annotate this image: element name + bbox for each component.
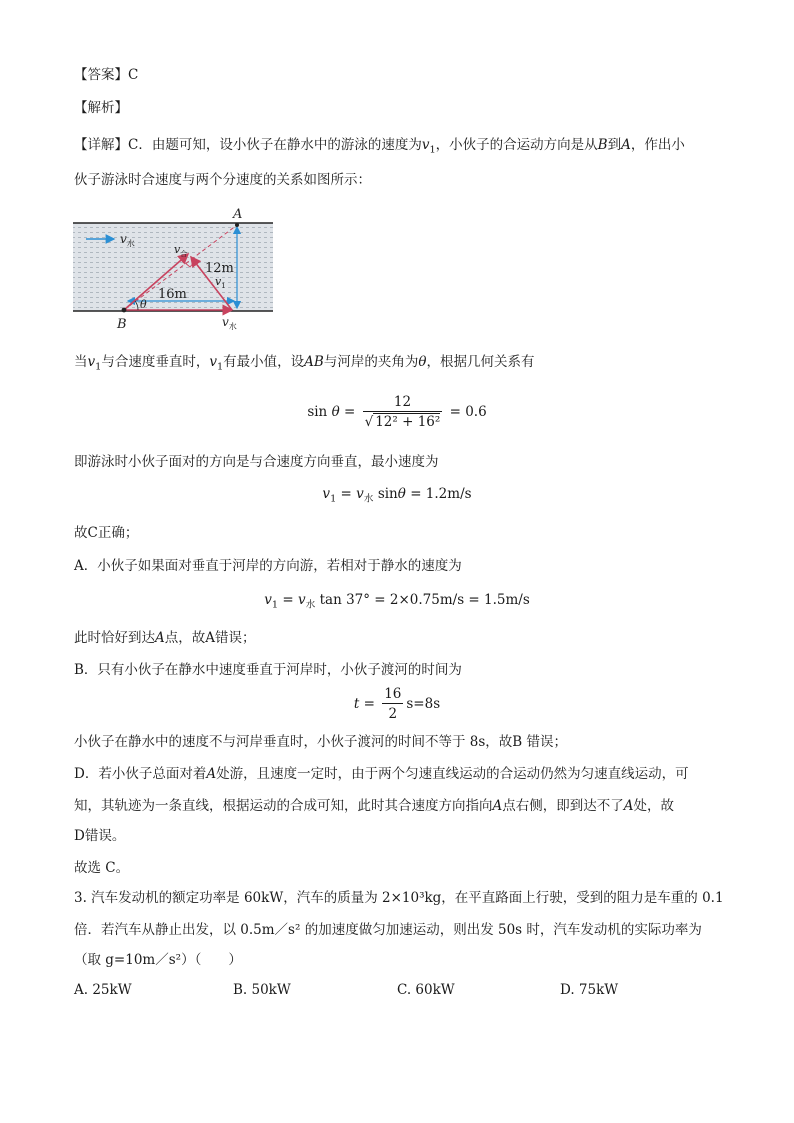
eq3-equals: = (282, 592, 294, 608)
detail-text-3: 到 (607, 137, 622, 153)
var-v1-sub: 1 (429, 144, 436, 156)
option-d-line-2 (74, 796, 674, 816)
p2-var-AB: AB (304, 354, 324, 370)
detail-text-4: ，作出小 (630, 137, 685, 153)
label-A: A (233, 207, 243, 222)
pD-text-2c: 处，故 (633, 798, 674, 814)
eq4-t: t (353, 696, 360, 712)
option-b-analysis: B．只有小伙子在静水中速度垂直于河岸时，小伙子渡河的时间为 (74, 662, 462, 678)
p2-var-theta: θ (418, 354, 427, 370)
p2-text-c: 有最小值，设 (223, 354, 305, 370)
answer-label: 【答案】 (74, 67, 128, 83)
label-theta: θ (140, 298, 147, 311)
eq1-result: = 0.6 (449, 404, 487, 420)
eq1-numerator: 12 (363, 393, 443, 412)
var-v1: v (421, 137, 430, 153)
label-B: B (117, 317, 127, 332)
p2-text-e: ，根据几何关系有 (426, 354, 535, 370)
eq1-denominator: √ 12² + 16² (364, 414, 441, 430)
eq2-vw-sub: 水 (363, 493, 374, 505)
p2-var-v1-sub: 1 (95, 361, 102, 373)
eq2-vw: v (356, 486, 364, 502)
choice-c: C. 60kW (397, 982, 455, 998)
final-answer: 故选 C。 (74, 860, 130, 876)
paragraph-min-condition (74, 352, 534, 378)
pD-var-A1: A (206, 766, 217, 782)
pD-var-A2: A (492, 798, 503, 814)
pD-var-A3: A (623, 798, 634, 814)
detail-text-2: ，小伙子的合运动方向是从 (435, 137, 598, 153)
pA2-text-a: 此时恰好到达 (74, 630, 155, 646)
detail-label: 【详解】 (74, 137, 128, 153)
choice-d: D. 75kW (560, 982, 619, 998)
choice-a: A. 25kW (74, 982, 132, 998)
eq4-numerator: 16 (384, 686, 402, 702)
conclusion-c-correct: 故C正确； (74, 525, 139, 541)
analysis-label: 【解析】 (74, 100, 128, 116)
eq3-v-sub: 1 (271, 599, 279, 611)
point-B (122, 308, 127, 313)
label-16m: 16m (158, 287, 187, 302)
eq2-equals: = (340, 486, 352, 502)
eq2-result: = 1.2m/s (410, 486, 472, 502)
eq1-sin: sin (307, 404, 328, 420)
eq4-fraction (382, 685, 403, 724)
question-3-line-1: 3. 汽车发动机的额定功率是 60kW，汽车的质量为 2×10³kg，在平直路面上行驶，受到的阻力是车重的 0.1 (74, 890, 724, 906)
eq2-sin: sin (377, 486, 398, 502)
eq4-equals: = (363, 696, 375, 712)
question-3-line-3: （取 g=10m／s²）（ ） (74, 952, 242, 968)
point-A (235, 223, 239, 227)
eq1-equals: = (344, 404, 356, 420)
option-a-analysis: A．小伙子如果面对垂直于河岸的方向游，若相对于静水的速度为 (74, 558, 462, 574)
eq2-v-sub: 1 (330, 493, 337, 505)
option-d-line-3: D错误。 (74, 828, 126, 844)
pA2-var-A: A (155, 630, 165, 646)
velocity-diagram (72, 205, 276, 335)
equation-time (0, 685, 794, 724)
option-d-line-1 (74, 764, 689, 784)
eq1-theta: θ (331, 404, 340, 420)
answer-line (74, 65, 138, 85)
water-flow-label: $v_水$ (120, 232, 135, 248)
eq3-result: tan 37° = 2×0.75m/s = 1.5m/s (319, 592, 530, 608)
p2-var-v1b: v (209, 354, 217, 370)
p2-var-v1b-sub: 1 (216, 361, 224, 373)
eq2-theta: θ (397, 486, 406, 502)
detail-line-2: 伙子游泳时合速度与两个分速度的关系如图所示： (74, 172, 371, 188)
detail-line-1 (74, 135, 685, 161)
eq1-radicand: 12² + 16² (375, 414, 441, 430)
option-a-conclusion (74, 628, 256, 648)
label-v-water-bottom: $v_水$ (222, 315, 237, 331)
choice-b: B. 50kW (233, 982, 291, 998)
answer-value: C (128, 67, 139, 83)
pA2-text-b: 点，故A错误； (164, 630, 256, 646)
p2-text-d: 与河岸的夹角为 (323, 354, 419, 370)
option-b-conclusion: 小伙子在静水中的速度不与河岸垂直时，小伙子渡河的时间不等于 8s，故B 错误； (74, 734, 568, 750)
equation-tan (0, 592, 794, 611)
pD-text-1b: 处游，且速度一定时，由于两个匀速直线运动的合运动仍然为匀速直线运动，可 (216, 766, 689, 782)
eq1-fraction (363, 393, 443, 432)
label-12m: 12m (205, 261, 234, 276)
pD-text-2b: 点右侧，即到达不了 (502, 798, 624, 814)
question-3-line-2: 倍．若汽车从静止出发，以 0.5m／s² 的加速度做匀加速运动，则出发 50s 时，汽车发动机的实际功率为 (74, 922, 702, 938)
eq3-v: v (264, 592, 272, 608)
eq3-vw: v (297, 592, 306, 608)
equation-sin-theta (0, 393, 794, 432)
detail-text-1: C．由题可知，设小伙子在静水中的游泳的速度为 (128, 137, 422, 153)
eq2-v: v (322, 486, 331, 502)
pD-text-1a: D．若小伙子总面对着 (74, 766, 207, 782)
var-A: A (621, 137, 631, 153)
eq4-result: s=8s (406, 696, 441, 712)
label-v1: $v_1$ (215, 275, 226, 290)
p2-var-v1: v (87, 354, 96, 370)
pD-text-2a: 知，其轨迹为一条直线，根据运动的合成可知，此时其合速度方向指向 (74, 798, 493, 814)
label-v-combined: $v_合$ (174, 243, 188, 258)
p2-text-b: 与合速度垂直时， (101, 354, 210, 370)
equation-min-speed (0, 486, 794, 505)
eq3-vw-sub: 水 (305, 599, 316, 611)
paragraph-min-speed: 即游泳时小伙子面对的方向是与合速度方向垂直，最小速度为 (74, 454, 439, 470)
eq4-denominator: 2 (388, 706, 398, 722)
var-B: B (597, 137, 608, 153)
p2-text-a: 当 (74, 354, 88, 370)
